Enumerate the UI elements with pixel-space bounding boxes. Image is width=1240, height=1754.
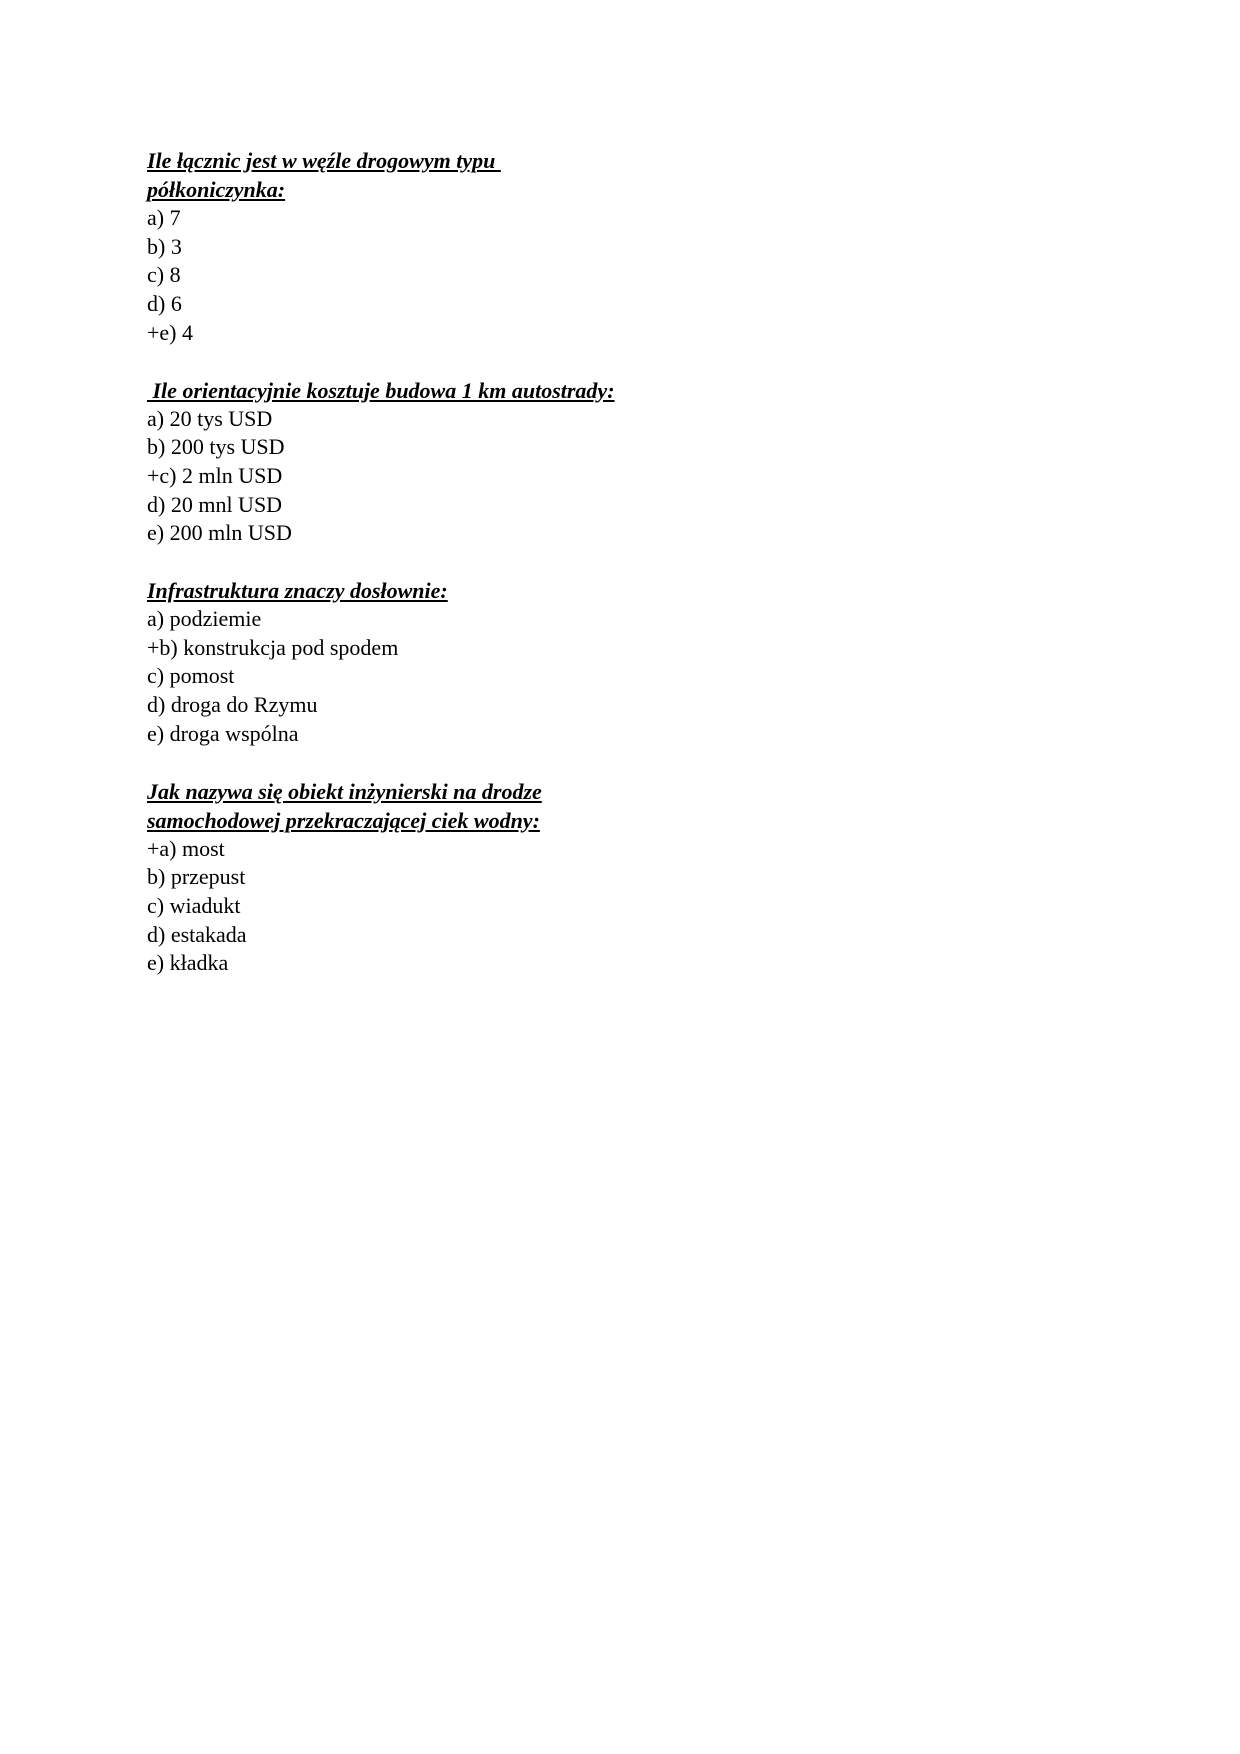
- answer-option: d) droga do Rzymu: [147, 692, 318, 718]
- question-3: [147, 576, 947, 749]
- answer-option: e) kładka: [147, 950, 229, 976]
- answer-option: a) 7: [147, 205, 181, 230]
- question-heading-line: samochodowej przekraczającej ciek wodny:: [147, 807, 540, 833]
- answer-option: d) 20 mnl USD: [147, 491, 283, 517]
- answer-list: [147, 835, 947, 979]
- answer-option: d) estakada: [147, 921, 247, 947]
- answer-list: [147, 405, 947, 549]
- answer-option: c) 8: [147, 262, 181, 288]
- question-1: [147, 146, 947, 348]
- answer-option-correct: +a) most: [147, 835, 225, 861]
- answer-option: c) wiadukt: [147, 892, 241, 918]
- question-heading-line: Infrastruktura znaczy dosłownie:: [147, 578, 448, 604]
- question-heading-line: Ile łącznic jest w węźle drogowym typu: [147, 148, 501, 173]
- question-heading: [147, 777, 947, 835]
- quiz-content: [147, 146, 947, 1006]
- question-4: [147, 777, 947, 979]
- answer-option: b) 3: [147, 233, 182, 259]
- answer-list: [147, 204, 947, 348]
- question-heading: [147, 376, 947, 405]
- question-heading-line: Jak nazywa się obiekt inżynierski na drodze: [147, 778, 542, 804]
- question-heading: [147, 146, 947, 204]
- answer-option-correct: +c) 2 mln USD: [147, 462, 283, 488]
- question-heading-line: półkoniczynka:: [147, 177, 286, 202]
- answer-option: d) 6: [147, 291, 182, 317]
- answer-option: b) 200 tys USD: [147, 434, 285, 460]
- answer-option-correct: +b) konstrukcja pod spodem: [147, 634, 399, 660]
- answer-option: b) przepust: [147, 864, 246, 890]
- question-2: [147, 376, 947, 549]
- question-heading-line: Ile orientacyjnie kosztuje budowa 1 km autostrady:: [147, 377, 615, 403]
- question-heading: [147, 576, 947, 605]
- answer-option: c) pomost: [147, 663, 235, 689]
- answer-option: a) 20 tys USD: [147, 405, 273, 431]
- answer-option: e) 200 mln USD: [147, 520, 292, 546]
- answer-option: e) droga wspólna: [147, 720, 299, 746]
- answer-list: [147, 605, 947, 749]
- answer-option: a) podziemie: [147, 606, 262, 632]
- answer-option-correct: +e) 4: [147, 319, 193, 345]
